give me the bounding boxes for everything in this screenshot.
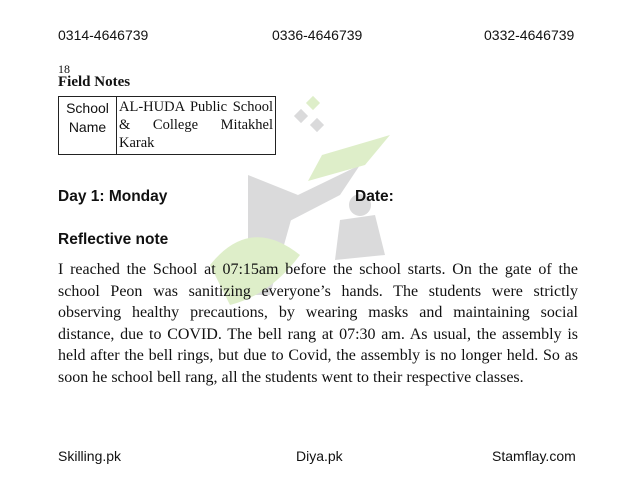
school-name-value: AL-HUDA Public School & College Mitakhel Karak xyxy=(117,97,276,155)
section-title: Field Notes xyxy=(58,74,131,90)
header-phone-2: 0336-4646739 xyxy=(272,27,363,43)
school-name-label: School Name xyxy=(59,97,117,155)
footer-link-diya[interactable]: Diya.pk xyxy=(296,448,343,464)
footer-link-skilling[interactable]: Skilling.pk xyxy=(58,448,122,464)
date-label: Date: xyxy=(355,188,394,205)
header-phone-3: 0332-4646739 xyxy=(484,27,575,43)
header-phone-1: 0314-4646739 xyxy=(58,27,149,43)
footer-link-stamflay[interactable]: Stamflay.com xyxy=(492,448,576,464)
reflective-note-body: I reached the School at 07:15am before the school starts. On the gate of the school Peon was sanitizing everyone’s hands. The students were strictly observing healthy precautions, by wearing masks and maintaining social distance, due to COVID. The bell rang at 07:30 am. As usual, the assembly is held after the bell rings, but due to Covid, the assembly is no longer held. So as soon he school bell rang, all the students went to their respective classes. xyxy=(58,261,578,386)
day-label: Day 1: Monday xyxy=(58,188,168,205)
page-number: 18 xyxy=(58,62,70,76)
reflective-note-heading: Reflective note xyxy=(58,231,169,248)
school-info-table xyxy=(58,96,276,155)
